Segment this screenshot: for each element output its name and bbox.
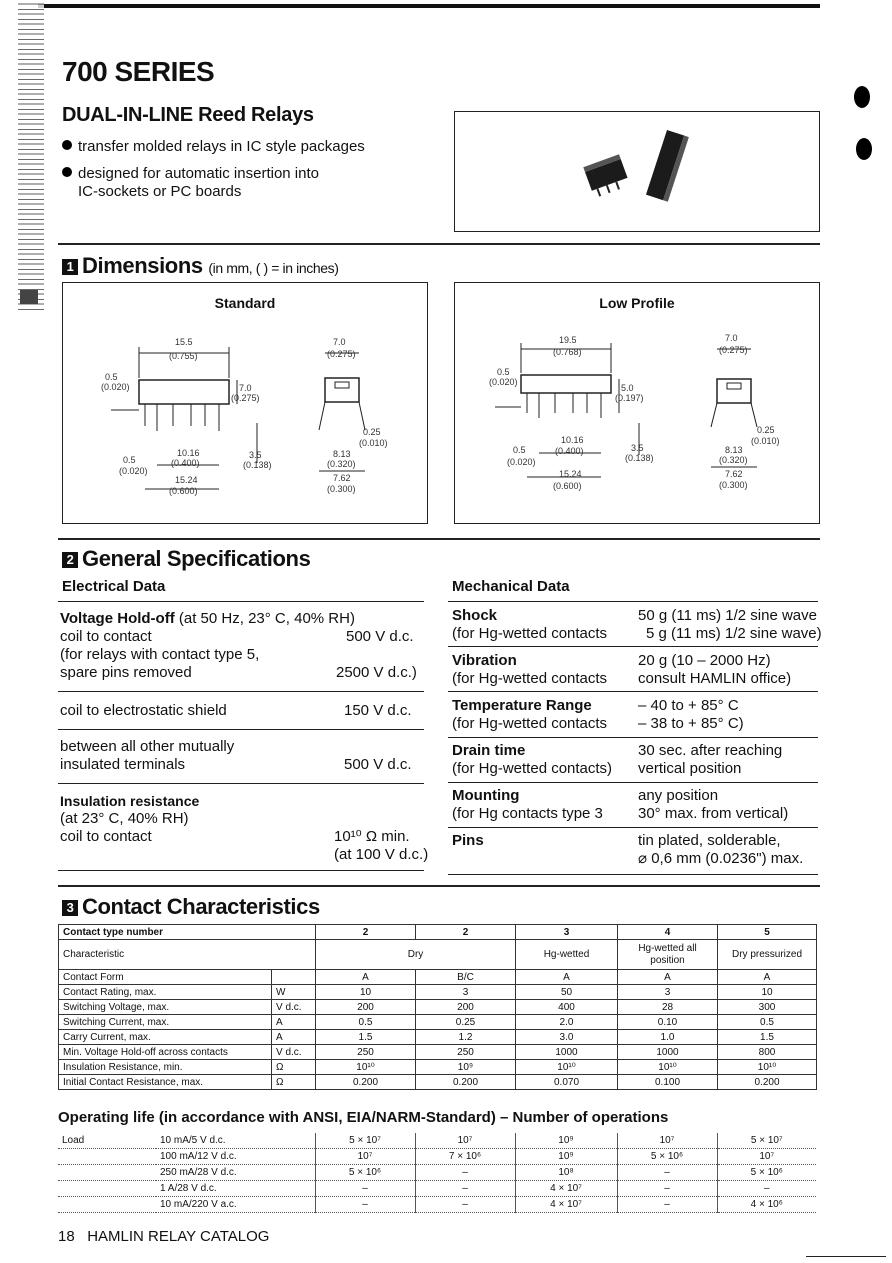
product-subtitle: DUAL-IN-LINE Reed Relays [62,104,314,126]
cell: 10¹⁰ [718,1060,817,1075]
row-unit: Ω [272,1075,316,1090]
cell: 1000 [618,1045,718,1060]
cell: A [618,970,718,985]
rule [58,870,424,871]
punch-hole-icon [854,86,870,108]
feature-bullet: transfer molded relays in IC style packages [62,138,365,156]
dim-label: (0.755) [169,351,198,361]
dim-label: 19.5 [559,335,577,345]
cell: 1000 [516,1045,618,1060]
table-row [58,1149,816,1165]
side-thumb-strip [18,0,44,310]
dim-label: 10.16 [561,435,584,445]
corner-rule [806,1256,886,1257]
cell: 0.25 [416,1015,516,1030]
dim-label: 7.0 [725,333,738,343]
dim-label: 0.5 [123,455,136,465]
cell: 5 × 10⁶ [717,1165,816,1181]
char-label: Characteristic [59,940,316,970]
catalog-name: HAMLIN RELAY CATALOG [87,1228,270,1245]
rule [448,737,818,738]
spec-label: insulated terminals [60,756,186,773]
cell: A [316,970,416,985]
mech-value: 5 g (11 ms) 1/2 sine wave) [646,625,822,642]
row-label: Min. Voltage Hold-off across contacts [59,1045,272,1060]
spec-value: (at 100 V d.c.) [334,846,429,863]
dim-label: (0.020) [489,377,518,387]
spec-value: 500 V d.c. [346,628,414,645]
dim-label: (0.010) [751,436,780,446]
table-row [59,985,817,1000]
mech-value: ⌀ 0,6 mm (0.0236") max. [638,850,804,867]
operating-life-table [58,1133,816,1213]
dim-label: 8.13 [333,449,351,459]
mech-title: Temperature Range [452,697,592,714]
rule [448,646,818,647]
cell: 50 [516,985,618,1000]
row-label: Carry Current, max. [59,1030,272,1045]
row-unit: A [272,1030,316,1045]
cell: 3 [416,985,516,1000]
dim-label: (0.768) [553,347,582,357]
char-value: Hg-wetted [516,940,618,970]
relay-photo-icon [455,112,819,231]
series-title: 700 SERIES [62,56,215,87]
cell: A [516,970,618,985]
dim-label: 7.0 [239,383,252,393]
side-tab [20,290,38,304]
spec-label: spare pins removed [60,664,192,681]
cell: – [617,1165,717,1181]
char-value: Dry pressurized [718,940,817,970]
low-profile-drawing [454,282,820,524]
cell: 10¹⁰ [516,1060,618,1075]
mech-sub: (for Hg contacts type 3 [452,805,603,822]
mech-sub: (for Hg-wetted contacts) [452,760,613,777]
cell: 1.5 [718,1030,817,1045]
table-row [59,1030,817,1045]
table-row [58,1133,816,1149]
dim-label: 15.5 [175,337,193,347]
table-row [59,1015,817,1030]
rule [448,691,818,692]
load-value: 10 mA/5 V d.c. [156,1133,315,1149]
rule [58,601,424,602]
mech-value: 30 sec. after reaching [638,742,783,759]
standard-drawing [62,282,428,524]
rule [58,729,424,730]
cell: – [617,1197,717,1213]
cell: – [617,1181,717,1197]
dim-label: 8.13 [725,445,743,455]
bullet-icon [62,167,72,177]
standard-dimension-svg [63,283,427,523]
cell: 3 [618,985,718,1000]
cell: 0.5 [316,1015,416,1030]
type-number: 4 [618,925,718,940]
cell: 800 [718,1045,817,1060]
dim-label: (0.400) [555,446,584,456]
mech-title: Vibration [452,652,517,669]
cell: 10⁷ [717,1149,816,1165]
spec-label: (for relays with contact type 5, [60,646,260,663]
dim-label: (0.320) [327,459,356,469]
cell: 200 [416,1000,516,1015]
cell: 0.5 [718,1015,817,1030]
mech-sub: (for Hg-wetted contacts [452,715,608,732]
rule [448,874,818,875]
electrical-heading: Electrical Data [62,578,166,595]
section-rule [58,243,820,245]
load-value: 250 mA/28 V d.c. [156,1165,315,1181]
cell: 10¹⁰ [316,1060,416,1075]
rule [448,827,818,828]
dim-label: 0.5 [105,372,118,382]
rule [448,601,818,602]
cell: – [315,1197,415,1213]
table-row [58,1181,816,1197]
spec-label: between all other mutually [60,738,235,755]
row-unit: V d.c. [272,1045,316,1060]
mech-sub: (for Hg-wetted contacts [452,625,608,642]
mech-title: Shock [452,607,498,624]
cell: – [415,1165,515,1181]
dim-label: 10.16 [177,448,200,458]
row-label: Insulation Resistance, min. [59,1060,272,1075]
cell: 0.200 [718,1075,817,1090]
type-number: 5 [718,925,817,940]
cell: 10⁹ [416,1060,516,1075]
dim-label: 3.5 [249,450,262,460]
char-value: Dry [316,940,516,970]
type-number: 3 [516,925,618,940]
dim-label: 0.25 [363,427,381,437]
cell: 10⁷ [315,1149,415,1165]
dim-label: 15.24 [559,469,582,479]
dim-label: 7.62 [725,469,743,479]
cell: 1.2 [416,1030,516,1045]
cell: 10 [718,985,817,1000]
table-row [59,1045,817,1060]
cell: 1.5 [316,1030,416,1045]
cell: 1.0 [618,1030,718,1045]
dim-label: (0.138) [243,460,272,470]
mech-value: 50 g (11 ms) 1/2 sine wave [638,607,817,624]
mech-value: any position [638,787,719,804]
row-label: Initial Contact Resistance, max. [59,1075,272,1090]
cell: 0.200 [316,1075,416,1090]
dim-label: (0.275) [327,349,356,359]
mech-title: Mounting [452,787,520,804]
contact-table [58,924,817,1090]
cell: 0.200 [416,1075,516,1090]
dim-label: (0.275) [719,345,748,355]
row-label: Switching Voltage, max. [59,1000,272,1015]
bullet-icon [62,140,72,150]
spec-label: coil to contact [60,828,152,845]
cell: 10¹⁰ [618,1060,718,1075]
dim-label: 0.5 [497,367,510,377]
mech-value: 20 g (10 – 2000 Hz) [638,652,771,669]
cell: 5 × 10⁶ [315,1165,415,1181]
cell: – [415,1197,515,1213]
dimensions-heading: 1 Dimensions (in mm, ( ) = in inches) [62,253,338,279]
insulation-title: Insulation resistance [60,793,200,809]
type-number: 2 [416,925,516,940]
dim-label: 7.62 [333,473,351,483]
table-row [58,1165,816,1181]
rule [448,782,818,783]
cell: – [415,1181,515,1197]
dim-label: 0.5 [513,445,526,455]
dim-label: (0.300) [327,484,356,494]
row-unit: Ω [272,1060,316,1075]
row-unit: W [272,985,316,1000]
cell: 300 [718,1000,817,1015]
mech-value: tin plated, solderable, [638,832,781,849]
mech-title: Drain time [452,742,526,759]
cell: 250 [316,1045,416,1060]
feature-bullet: designed for automatic insertion into [62,165,319,183]
mech-sub: (for Hg-wetted contacts [452,670,608,687]
page-number: 18 [58,1228,75,1245]
cell: 0.070 [516,1075,618,1090]
table-row [59,1075,817,1090]
section-rule [58,885,820,887]
cell: 5 × 10⁷ [717,1133,816,1149]
cell: – [315,1181,415,1197]
dim-label: (0.020) [507,457,536,467]
cell: 4 × 10⁷ [515,1181,617,1197]
cell: 10 [316,985,416,1000]
top-rule [38,4,820,8]
dim-label: 3.5 [631,443,644,453]
cell: 10⁷ [617,1133,717,1149]
table-row [59,940,817,970]
row-label: Contact Form [59,970,272,985]
low-profile-dimension-svg [455,283,819,523]
dim-label: (0.400) [171,458,200,468]
cell: 5 × 10⁶ [617,1149,717,1165]
row-label: Contact Rating, max. [59,985,272,1000]
cell: 5 × 10⁷ [315,1133,415,1149]
dim-label: 15.24 [175,475,198,485]
row-unit [272,970,316,985]
rule [58,691,424,692]
cell: 0.100 [618,1075,718,1090]
voltage-holdoff-title: Voltage Hold-off (at 50 Hz, 23° C, 40% RH) [60,610,355,627]
spec-value: 500 V d.c. [344,756,412,773]
char-value: Hg-wetted all position [618,940,718,970]
cell: 10⁷ [415,1133,515,1149]
cell: – [717,1181,816,1197]
row-unit: V d.c. [272,1000,316,1015]
cell: 10⁹ [515,1149,617,1165]
table-row [58,1197,816,1213]
load-value: 100 mA/12 V d.c. [156,1149,315,1165]
general-spec-heading: 2 General Specifications [62,546,310,572]
table-row [59,1000,817,1015]
feature-bullet-cont: IC-sockets or PC boards [78,183,242,200]
spec-value: 10¹⁰ Ω min. [334,828,410,845]
dim-label: (0.600) [169,486,198,496]
low-profile-label: Low Profile [599,295,675,311]
cell: 10⁸ [515,1165,617,1181]
type-number: 2 [316,925,416,940]
cell: 2.0 [516,1015,618,1030]
cell: 10⁹ [515,1133,617,1149]
row-label: Switching Current, max. [59,1015,272,1030]
table-header-label: Contact type number [59,925,316,940]
contact-heading: 3 Contact Characteristics [62,894,320,920]
standard-label: Standard [214,295,276,311]
row-unit: A [272,1015,316,1030]
cell: 0.10 [618,1015,718,1030]
product-photo [454,111,820,232]
cell: A [718,970,817,985]
dim-label: (0.138) [625,453,654,463]
mech-title: Pins [452,832,484,849]
spec-label: coil to contact [60,628,152,645]
cell: B/C [416,970,516,985]
load-value: 1 A/28 V d.c. [156,1181,315,1197]
dim-label: (0.300) [719,480,748,490]
cell: 4 × 10⁷ [515,1197,617,1213]
dim-label: (0.275) [231,393,260,403]
cell: 28 [618,1000,718,1015]
spec-value: 2500 V d.c.) [336,664,417,681]
dim-label: (0.020) [119,466,148,476]
punch-hole-icon [856,138,872,160]
section-rule [58,538,820,540]
load-value: 10 mA/220 V a.c. [156,1197,315,1213]
spec-value: 150 V d.c. [344,702,412,719]
dim-label: 0.25 [757,425,775,435]
dim-label: 5.0 [621,383,634,393]
dim-label: 7.0 [333,337,346,347]
mech-value: 30° max. from vertical) [638,805,789,822]
cell: 3.0 [516,1030,618,1045]
dim-label: (0.197) [615,393,644,403]
operating-life-heading: Operating life (in accordance with ANSI, EIA/NARM-Standard) – Number of operations [58,1109,669,1126]
page-footer [58,1228,269,1245]
dim-label: (0.600) [553,481,582,491]
cell: 200 [316,1000,416,1015]
mech-value: – 38 to + 85° C) [638,715,744,732]
table-row [59,925,817,940]
insulation-cond: (at 23° C, 40% RH) [60,810,189,827]
table-row [59,1060,817,1075]
dim-label: (0.010) [359,438,388,448]
cell: 250 [416,1045,516,1060]
cell: 400 [516,1000,618,1015]
mech-value: consult HAMLIN office) [638,670,792,687]
rule [58,783,424,784]
cell: 4 × 10⁶ [717,1197,816,1213]
mech-value: – 40 to + 85° C [638,697,739,714]
spec-label: coil to electrostatic shield [60,702,227,719]
load-label: Load [58,1133,156,1149]
cell: 7 × 10⁶ [415,1149,515,1165]
mechanical-heading: Mechanical Data [452,578,570,595]
table-row [59,970,817,985]
mech-value: vertical position [638,760,742,777]
dim-label: (0.020) [101,382,130,392]
dim-label: (0.320) [719,455,748,465]
